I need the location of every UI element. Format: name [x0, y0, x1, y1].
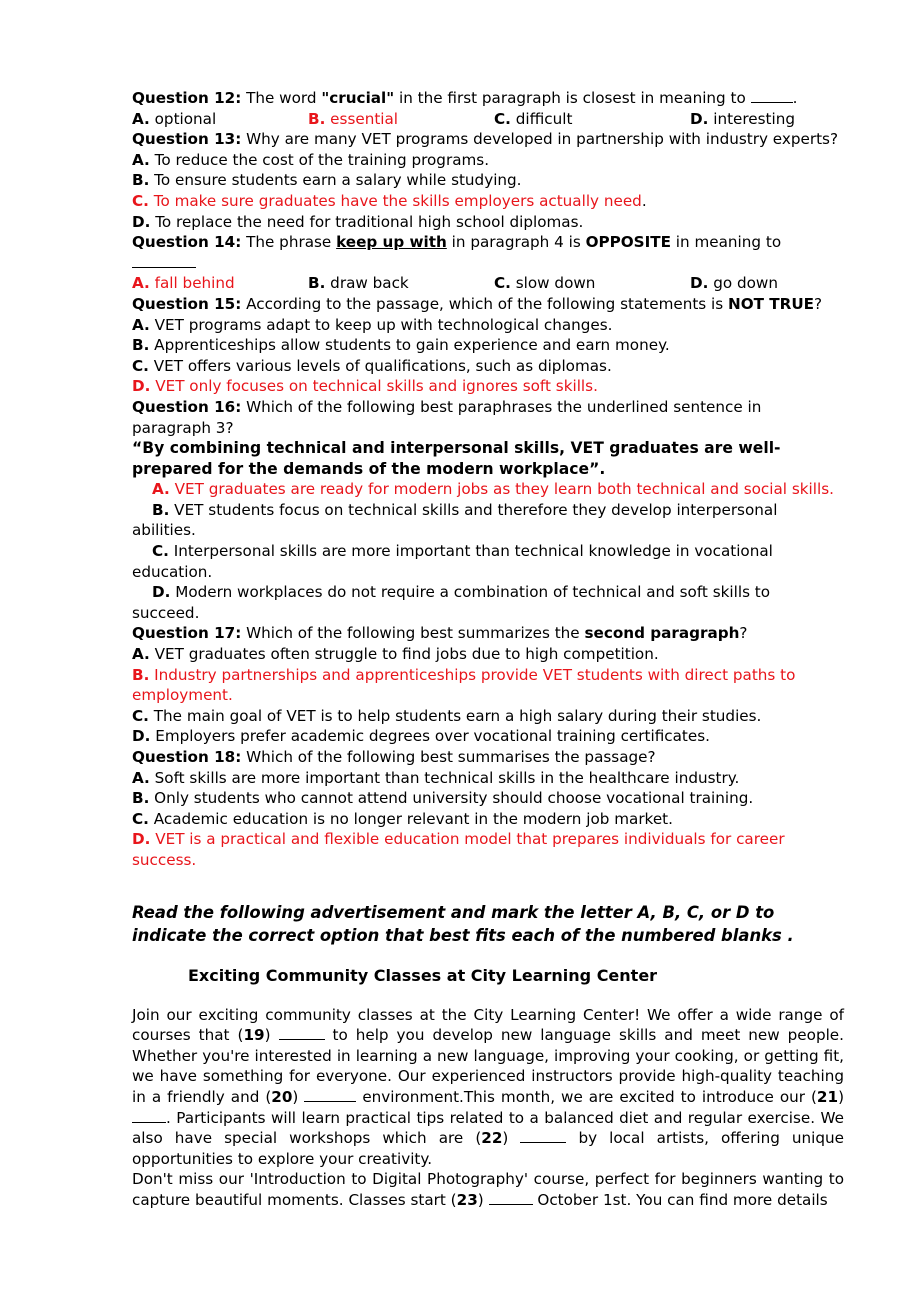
option-a: A. VET graduates often struggle to find jobs due to high competition. — [132, 645, 659, 664]
blank-number: 22 — [481, 1129, 503, 1148]
option-b-correct: B. Industry partnerships and apprenticeships provide VET students with direct paths to employment. — [132, 665, 796, 705]
question-14-options — [132, 273, 844, 294]
advertisement-paragraph-2: Don't miss our 'Introduction to Digital Photography' course, perfect for beginners wanting to capture beautiful moments. Classes start (23) October 1st. You can find more details — [132, 1170, 844, 1209]
question-16-stem: Question 16: Which of the following best paraphrases the underlined sentence in paragraph 3? — [132, 397, 762, 437]
underlined-phrase: keep up with — [336, 233, 447, 252]
answer-blank-21 — [132, 1108, 166, 1123]
answer-blank-line — [132, 253, 844, 274]
answer-blank-19 — [279, 1025, 325, 1040]
option-b: B. VET students focus on technical skills and therefore they develop interpersonal abilities. — [132, 500, 778, 540]
section-instruction: Read the following advertisement and mark the letter A, B, C, or D to indicate the correct option that best fits each of the numbered blanks . — [132, 902, 794, 945]
question-15-stem: Question 15: According to the passage, which of the following statements is NOT TRUE? — [132, 294, 823, 313]
option-c: C. The main goal of VET is to help students earn a high salary during their studies. — [132, 706, 762, 725]
option-a: A. Soft skills are more important than technical skills in the healthcare industry. — [132, 768, 740, 787]
question-label: Question 16: — [132, 397, 242, 416]
option-c: C. slow down — [494, 274, 596, 293]
quoted-sentence: “By combining technical and interpersonal skills, VET graduates are well-prepared for the demands of the modern workplace”. — [132, 439, 781, 478]
advertisement-title: Exciting Community Classes at City Learning Center — [188, 965, 658, 985]
option-d: D. To replace the need for traditional high school diplomas. — [132, 212, 584, 231]
blank-number: 21 — [816, 1087, 839, 1106]
option-d: D. Employers prefer academic degrees over vocational training certificates. — [132, 727, 710, 746]
option-d-correct: D. VET is a practical and flexible education model that prepares individuals for career success. — [132, 830, 785, 869]
option-c: C. Academic education is no longer relevant in the modern job market. — [132, 809, 673, 828]
question-14-stem: Question 14: The phrase keep up with in paragraph 4 is OPPOSITE in meaning to — [132, 233, 782, 252]
option-d-correct: D. VET only focuses on technical skills and ignores soft skills. — [132, 377, 598, 396]
option-a: A. To reduce the cost of the training programs. — [132, 150, 490, 169]
option-b: B. To ensure students earn a salary while studying. — [132, 171, 522, 190]
option-a-correct: A. VET graduates are ready for modern jobs as they learn both technical and social skills. — [152, 480, 834, 499]
worksheet-page — [132, 88, 844, 1211]
option-c: C. difficult — [494, 109, 573, 128]
question-13-stem: Question 13: Why are many VET programs developed in partnership with industry experts? — [132, 130, 839, 149]
option-d: D. interesting — [690, 109, 795, 128]
question-label: Question 17: — [132, 624, 242, 643]
advertisement-paragraph-1: Join our exciting community classes at the City Learning Center! We offer a wide range of courses that (19) to help you develop new language skills and meet new people. Whether you're interested in learning a new language, improving your cooking, or getting fit, we have something for everyone. Our experienced instructors provide high-quality teaching in a friendly and (20) environment.This month, we are excited to introduce our (21) . Participants will learn practical tips related to a balanced diet and regular exercise. We also have special workshops which are (22) by local artists, offering unique opportunities to explore your creativity. — [132, 1005, 844, 1168]
blank-number: 19 — [243, 1026, 265, 1045]
answer-blank — [132, 253, 196, 268]
option-b: B. draw back — [308, 274, 409, 293]
option-a: A. optional — [132, 109, 217, 128]
answer-blank — [751, 88, 793, 103]
blank-number: 20 — [271, 1087, 293, 1106]
option-b: B. Apprenticeships allow students to gain experience and earn money. — [132, 336, 670, 355]
option-b-correct: B. essential — [308, 109, 399, 128]
option-c-correct: C. To make sure graduates have the skills employers actually need. — [132, 191, 647, 210]
keyword: "crucial" — [321, 89, 395, 107]
answer-blank-20 — [304, 1087, 356, 1102]
option-d: D. go down — [690, 274, 778, 293]
option-d: D. Modern workplaces do not require a combination of technical and soft skills to succeed. — [132, 583, 771, 622]
option-b: B. Only students who cannot attend university should choose vocational training. — [132, 789, 754, 808]
blank-number: 23 — [456, 1190, 478, 1209]
option-a: A. VET programs adapt to keep up with technological changes. — [132, 315, 613, 334]
question-label: Question 12: — [132, 89, 242, 107]
option-c: C. VET offers various levels of qualifications, such as diplomas. — [132, 356, 612, 375]
question-17-stem: Question 17: Which of the following best summarizes the second paragraph? — [132, 624, 748, 643]
question-label: Question 13: — [132, 130, 242, 149]
question-label: Question 14: — [132, 233, 242, 252]
question-label: Question 18: — [132, 748, 242, 766]
question-12-stem: Question 12: The word "crucial" in the first paragraph is closest in meaning to . — [132, 89, 798, 107]
answer-blank-23 — [489, 1190, 533, 1205]
option-a-correct: A. fall behind — [132, 274, 235, 293]
question-18-stem: Question 18: Which of the following best summarises the passage? — [132, 748, 656, 766]
question-label: Question 15: — [132, 294, 242, 313]
question-12-options — [132, 109, 844, 130]
answer-blank-22 — [520, 1128, 566, 1143]
option-c: C. Interpersonal skills are more important than technical knowledge in vocational education. — [132, 542, 773, 581]
